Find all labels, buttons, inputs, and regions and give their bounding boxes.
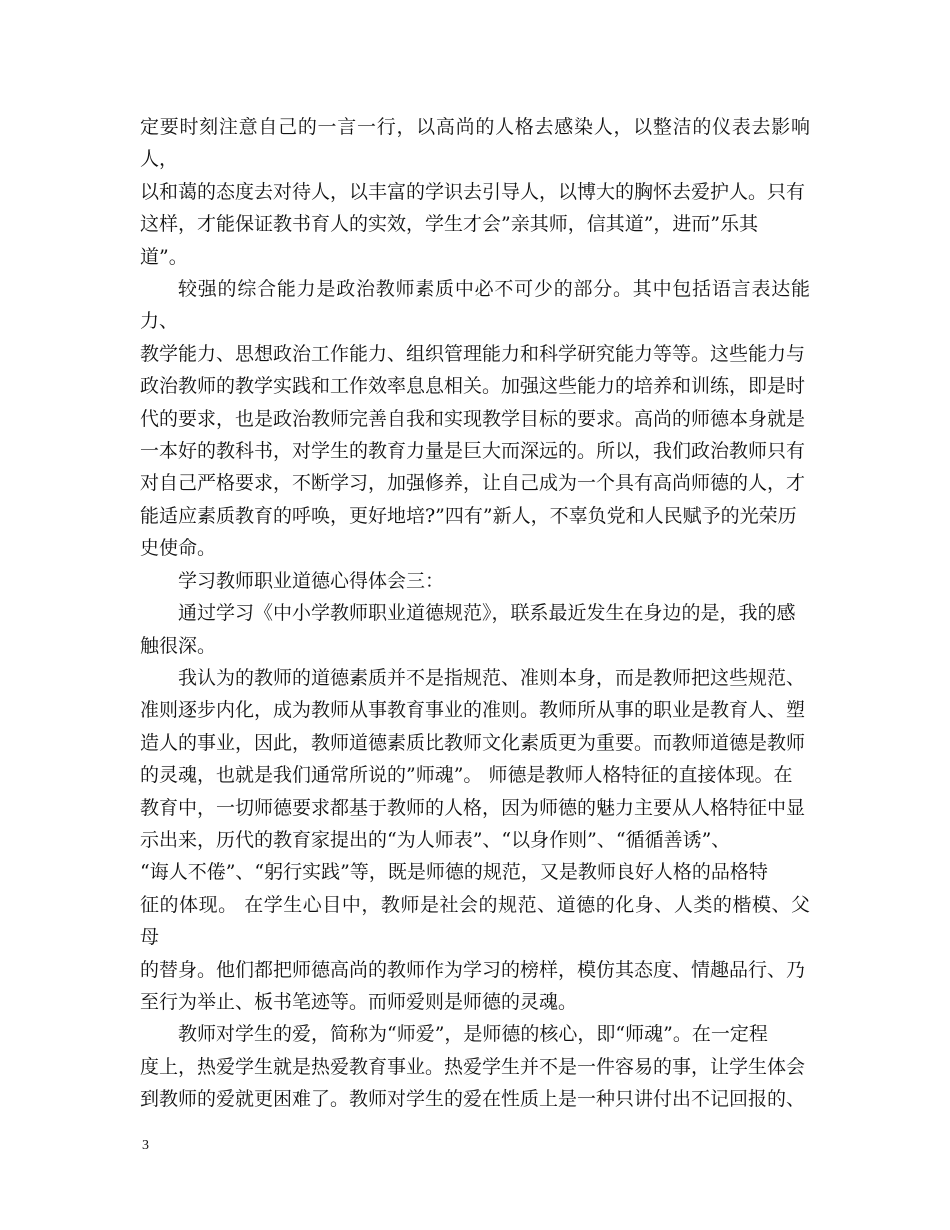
page-number: 3 <box>142 1138 149 1153</box>
paragraph-1: 定要时刻注意自己的一言一行，以高尚的人格去感染人，以整洁的仪表去影响人， 以和蔼的态度去对待人，以丰富的学识去引导人，以博大的胸怀去爱护人。只有 这样，才能保证教书育人的实效，学生才会”亲其师，信其道”，进而”乐其 道”。 <box>140 116 810 268</box>
section-heading: 学习教师职业道德心得体会三： <box>178 569 445 592</box>
paragraph-4: 我认为的教师的道德素质并不是指规范、准则本身，而是教师把这些规范、 准则逐步内化，成为教师从事教育事业的准则。教师所从事的职业是教育人、塑 造人的事业，因此，教师道德素质比教师文化素质更为重要。而教师道德是教师 的灵魂，也就是我们通常所说的”师魂”。 师德是教师人格特征的直接体现。在 教育中，一切师德要求都基于教师的人格，因为师德的魅力主要从人格特征中显 示出来，历代的教育家提出的“为人师表”、“以身作则”、“循循善诱”、 “诲人不倦”、“躬行实践”等，既是师德的规范，又是教师良好人格的品格特 征的体现。 在学生心目中，教师是社会的规范、道德的化身、人类的楷模、父母 的替身。他们都把师德高尚的教师作为学习的榜样，模仿其态度、情趣品行、乃 至行为举止、板书笔迹等。而师爱则是师德的灵魂。 <box>140 666 810 1013</box>
paragraph-3: 通过学习《中小学教师职业道德规范》，联系最近发生在身边的是，我的感 触很深。 <box>140 602 796 657</box>
paragraph-5: 教师对学生的爱，简称为“师爱”，是师德的核心，即“师魂”。在一定程 度上，热爱学生就是热爱教育事业。热爱学生并不是一件容易的事，让学生体会 到教师的爱就更困难了。教师对学生的爱在性质上是一种只讲付出不记回报的、 <box>140 1023 806 1111</box>
document-body <box>140 111 810 1116</box>
paragraph-2: 较强的综合能力是政治教师素质中必不可少的部分。其中包括语言表达能力、 教学能力、思想政治工作能力、组织管理能力和科学研究能力等等。这些能力与 政治教师的教学实践和工作效率息息相关。加强这些能力的培养和训练，即是时 代的要求，也是政治教师完善自我和实现教学目标的要求。高尚的师德本身就是 一本好的教科书，对学生的教育力量是巨大而深远的。所以，我们政治教师只有 对自己严格要求，不断学习，加强修养，让自己成为一个具有高尚师德的人，才 能适应素质教育的呼唤，更好地培?”四有”新人，不辜负党和人民赋予的光荣历 史使命。 <box>140 278 810 560</box>
